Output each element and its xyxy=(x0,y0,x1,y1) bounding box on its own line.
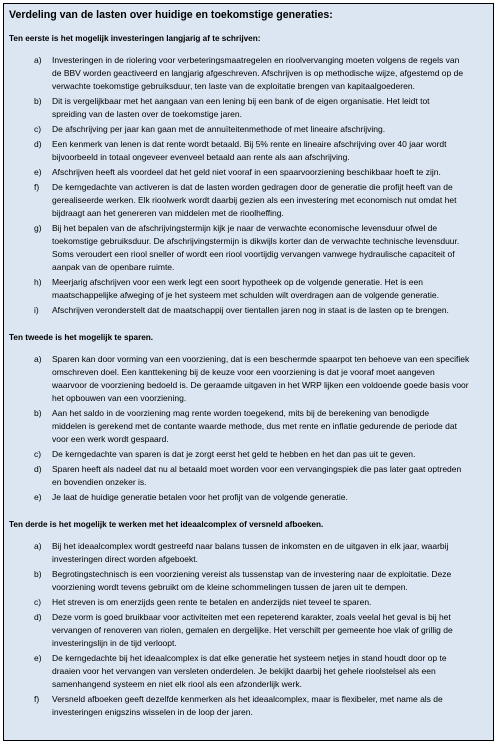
list-item xyxy=(34,276,488,302)
item-text-line: Bij het ideaalcomplex wordt gestreefd naar balans tussen de inkomsten en de uitgaven in elk jaar, waarbij xyxy=(52,541,449,551)
item-label: f) xyxy=(34,182,40,192)
item-text-line: Je laat de huidige generatie betalen voor het profijt van de volgende generatie. xyxy=(52,492,348,502)
list-item xyxy=(34,611,488,650)
section-3 xyxy=(9,518,488,719)
item-text-line: De kerngedachte van sparen is dat je zorgt eerst het geld te hebben en het dan pas uit te geven. xyxy=(52,449,416,459)
item-label: e) xyxy=(34,653,42,663)
document-title: Verdeling van de lasten over huidige en toekomstige generaties: xyxy=(9,9,333,21)
item-text-line: bijdraagt aan het genereren van middelen met de rioolheffing. xyxy=(52,208,284,218)
item-label: b) xyxy=(34,408,42,418)
item-text xyxy=(52,491,488,504)
item-label: e) xyxy=(34,167,42,177)
item-label: a) xyxy=(34,354,42,364)
section-1 xyxy=(9,32,488,317)
item-text-line: toekomstige gebruiksduur. De afschrijvingstermijn is dikwijls korter dan de verwachte technische levensduur. xyxy=(52,236,460,246)
item-text-line: De kerngedachte bij het ideaalcomplex is dat elke generatie het systeem netjes in stand houdt door op te xyxy=(52,653,447,663)
list-item xyxy=(34,123,488,136)
item-text-line: Aan het saldo in de voorziening mag rente worden toegekend, mits bij de berekening van benodigde xyxy=(52,408,430,418)
item-text-line: investeringen enigszins wisselen in de loop der jaren. xyxy=(52,707,253,717)
item-text-line: samenhangend systeem en niet elk riool als een afzonderlijk werk. xyxy=(52,679,302,689)
item-text-line: verwachte toekomstige gebruiksduur, ten laste van de exploitatie brengen van kapitaalgoederen. xyxy=(52,81,415,91)
list-item xyxy=(34,407,488,446)
item-text-line: vervangen of renoveren van riolen, gemalen en dergelijke. Het verschilt per gemeente hoe vlak of grillig de xyxy=(52,625,453,635)
item-text-line: omschreven doel. Een kanttekening bij de keuze voor een voorziening is dat je vooraf moet aangeven xyxy=(52,367,435,377)
item-text-line: draaien voor het vervangen van versleten onderdelen. Je bekijkt daarbij het gehele rioolstelsel als een xyxy=(52,666,436,676)
item-text xyxy=(52,448,488,461)
item-text-line: voorziening wordt tevens gebruikt om de kleine schommelingen tussen de jaren uit te dempen. xyxy=(52,582,408,592)
section-2 xyxy=(9,331,488,504)
list-item xyxy=(34,353,488,405)
item-text xyxy=(52,138,488,164)
item-text xyxy=(52,304,488,317)
item-text xyxy=(52,276,488,302)
list-item xyxy=(34,693,488,719)
text-box xyxy=(3,3,494,741)
item-text xyxy=(52,463,488,489)
item-text-line: Sparen heeft als nadeel dat nu al betaald moet worden voor een vervangingspiek die pas later gaat optreden xyxy=(52,464,462,474)
section-heading: Ten tweede is het mogelijk te sparen. xyxy=(9,333,154,342)
item-text-line: Afschrijven veronderstelt dat de maatschappij over tientallen jaren nog in staat is de lasten op te brengen. xyxy=(52,305,449,315)
item-text-line: Soms veroudert een riool sneller of wordt een riool voortijdig vervangen vanwege hydraulische capaciteit of xyxy=(52,249,455,259)
item-text xyxy=(52,95,488,121)
item-label: d) xyxy=(34,612,42,622)
list-item xyxy=(34,222,488,274)
item-text xyxy=(52,568,488,594)
item-text xyxy=(52,222,488,274)
item-text xyxy=(52,123,488,136)
item-text-line: Versneld afboeken geeft dezelfde kenmerken als het ideaalcomplex, maar is flexibeler, met name als de xyxy=(52,694,443,704)
item-label: d) xyxy=(34,464,42,474)
item-label: c) xyxy=(34,124,42,134)
sections-container xyxy=(9,32,488,719)
item-text-line: en bovendien onzeker is. xyxy=(52,477,147,487)
item-text-line: aanpak van de openbare ruimte. xyxy=(52,262,175,272)
item-text-line: De kerngedachte van activeren is dat de lasten worden gedragen door de generatie die profijt heeft van de xyxy=(52,182,453,192)
item-text xyxy=(52,652,488,691)
item-label: a) xyxy=(34,541,42,551)
list-item xyxy=(34,138,488,164)
list-item xyxy=(34,181,488,220)
list-item xyxy=(34,491,488,504)
list-item xyxy=(34,166,488,179)
item-text xyxy=(52,596,488,609)
item-label: d) xyxy=(34,139,42,149)
list-item xyxy=(34,54,488,93)
item-label: a) xyxy=(34,55,42,65)
list-item xyxy=(34,463,488,489)
item-text xyxy=(52,166,488,179)
item-text-line: Investeringen in de riolering voor verbeteringsmaatregelen en rioolvervanging moeten volgens de regels van xyxy=(52,55,460,65)
item-text-line: Dit is vergelijkbaar met het aangaan van een lening bij een bank of de eigen organisatie. Het leidt tot xyxy=(52,96,430,106)
item-text-line: Sparen kan door vorming van een voorziening, dat is een beschermde spaarpot ten behoeve van een specifiek xyxy=(52,354,470,364)
item-text-line: Een kenmerk van lenen is dat rente wordt betaald. Bij 5% rente en lineaire afschrijving over 40 jaar wordt xyxy=(52,139,447,149)
list-item xyxy=(34,596,488,609)
item-text xyxy=(52,181,488,220)
item-text xyxy=(52,693,488,719)
section-heading: Ten derde is het mogelijk te werken met het ideaalcomplex of versneld afboeken. xyxy=(9,520,324,529)
item-text-line: voor een werk wordt gespaard. xyxy=(52,434,169,444)
item-label: c) xyxy=(34,449,42,459)
item-text-line: Het streven is om enerzijds geen rente te betalen en anderzijds niet teveel te sparen. xyxy=(52,597,372,607)
item-text-line: waarvoor de voorziening bedoeld is. De geraamde uitgaven in het WRP lijken een voldoende goede basis voor xyxy=(52,380,469,390)
item-text-line: Meerjarig afschrijven voor een werk legt een soort hypotheek op de volgende generatie. Het is een xyxy=(52,277,423,287)
item-label: h) xyxy=(34,277,42,287)
item-label: b) xyxy=(34,569,42,579)
item-text xyxy=(52,540,488,566)
item-text-line: investeringen direct worden afgeboekt. xyxy=(52,554,199,564)
item-text-line: Deze vorm is goed bruikbaar voor activiteiten met een repeterend karakter, zoals veelal het geval is bij het xyxy=(52,612,451,622)
section-heading: Ten eerste is het mogelijk investeringen langjarig af te schrijven: xyxy=(9,34,261,43)
item-text xyxy=(52,611,488,650)
item-label: b) xyxy=(34,96,42,106)
list-item xyxy=(34,568,488,594)
item-text xyxy=(52,54,488,93)
item-text-line: maatschappelijke afweging of je het systeem met schulden wilt overdragen aan de volgende generatie. xyxy=(52,290,439,300)
item-label: c) xyxy=(34,597,42,607)
list-item xyxy=(34,95,488,121)
item-label: e) xyxy=(34,492,42,502)
item-text-line: bijvoorbeeld in totaal ongeveer evenveel betaald aan rente als aan afschrijving. xyxy=(52,152,350,162)
item-text-line: spreiding van de lasten over de toekomstige jaren. xyxy=(52,109,242,119)
item-text-line: gerealiseerde werken. Elk rioolwerk wordt daarbij gezien als een investering met economisch nut omdat het xyxy=(52,195,457,205)
list-item xyxy=(34,652,488,691)
item-text-line: De afschrijving per jaar kan gaan met de annuïteitenmethode of met lineaire afschrijving. xyxy=(52,124,386,134)
item-text-line: Begrotingstechnisch is een voorziening vereist als tussenstap van de investering naar de exploitatie. Deze xyxy=(52,569,452,579)
item-text-line: investeringslijn in de tijd verloopt. xyxy=(52,638,177,648)
list-item xyxy=(34,448,488,461)
item-text-line: de BBV worden geactiveerd en langjarig afgeschreven. Afschrijven is op methodische wijze, afgestemd op de xyxy=(52,68,464,78)
item-text xyxy=(52,353,488,405)
item-text-line: het opbouwen van een voorziening. xyxy=(52,393,187,403)
item-label: i) xyxy=(34,305,39,315)
list-item xyxy=(34,540,488,566)
list-item xyxy=(34,304,488,317)
item-text-line: Bij het bepalen van de afschrijvingstermijn kijk je naar de verwachte economische levensduur ofwel de xyxy=(52,223,438,233)
item-text-line: Afschrijven heeft als voordeel dat het geld niet vooraf in een spaarvoorziening beschikbaar hoeft te zijn. xyxy=(52,167,441,177)
item-label: f) xyxy=(34,694,40,704)
item-label: g) xyxy=(34,223,42,233)
item-text-line: middelen is gerekend met de contante waarde methode, dus met rente en inflatie gedurende de periode dat xyxy=(52,421,457,431)
item-text xyxy=(52,407,488,446)
